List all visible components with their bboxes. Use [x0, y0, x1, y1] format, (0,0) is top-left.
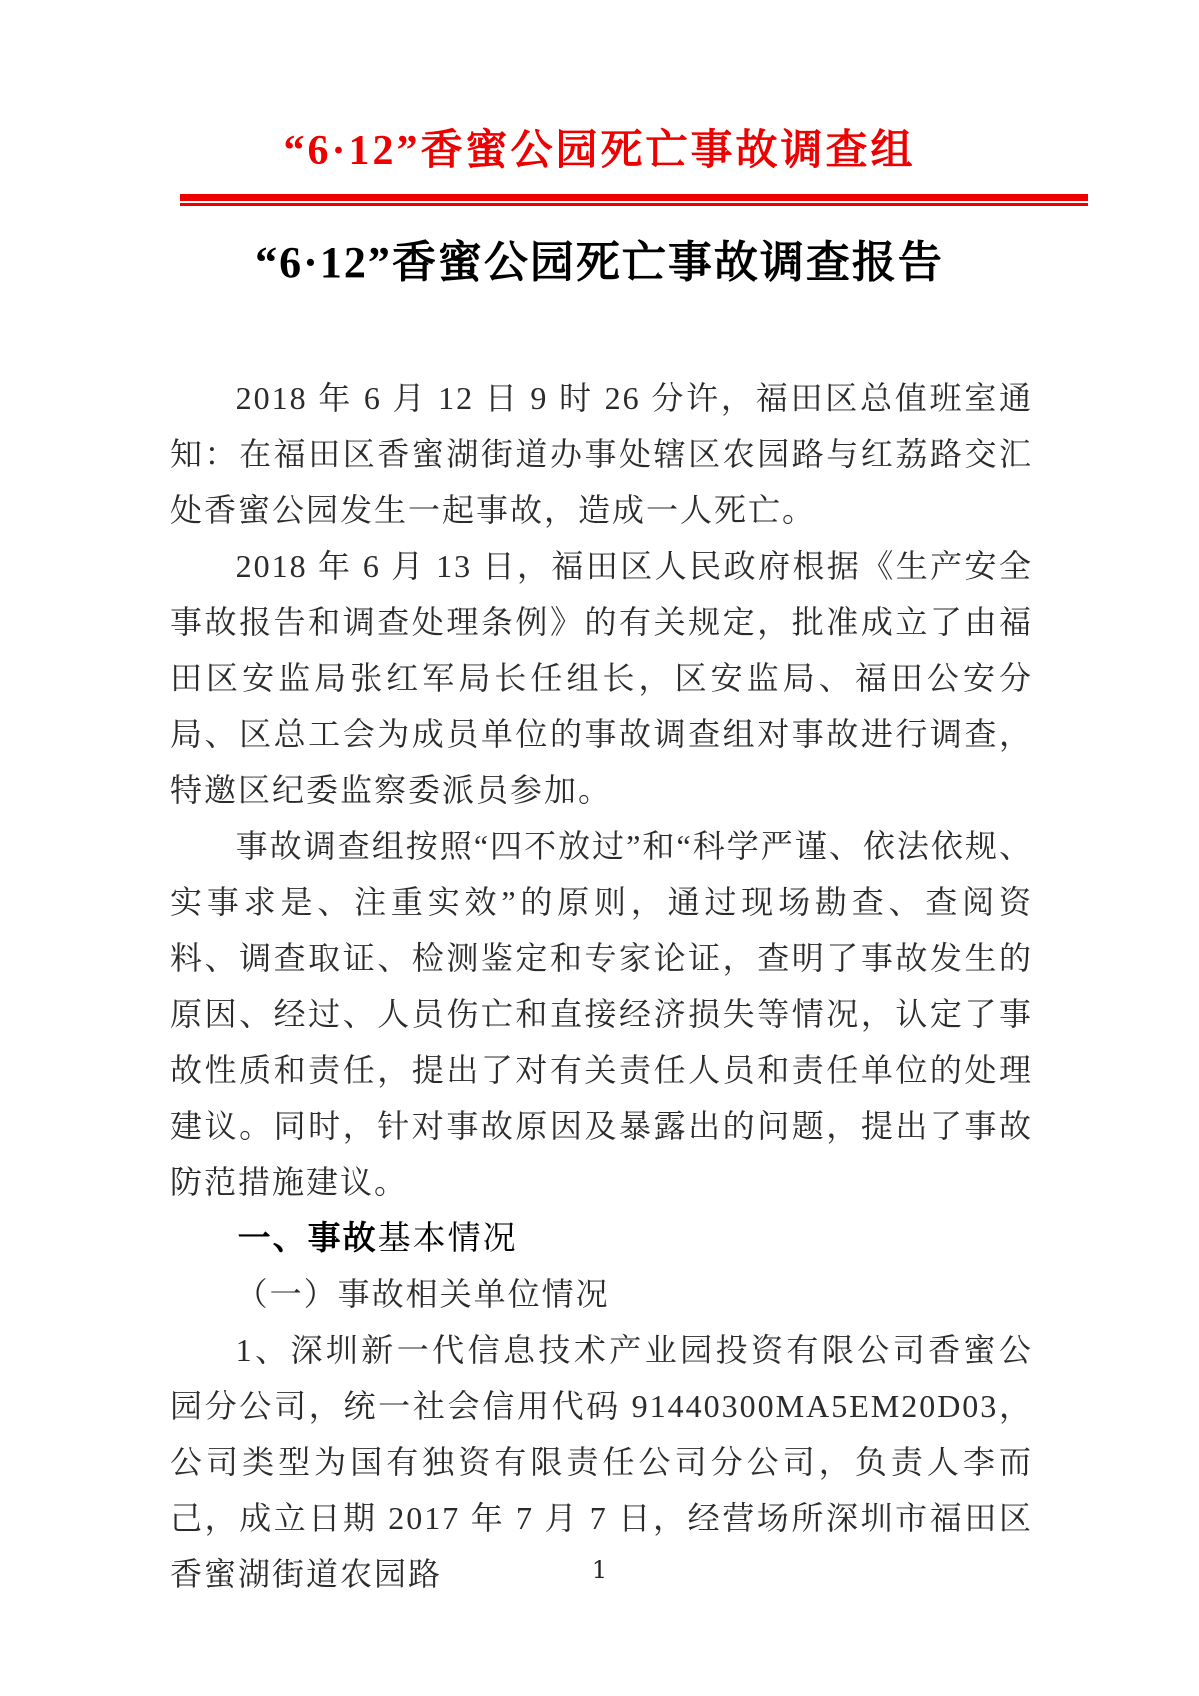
paragraph-incident-notice: 2018 年 6 月 12 日 9 时 26 分许，福田区总值班室通知：在福田区香蜜湖街道办事处辖区农园路与红荔路交汇处香蜜公园发生一起事故，造成一人死亡。 [170, 380, 1033, 528]
page-footer [0, 1556, 1199, 1584]
header-org-title: “6·12”香蜜公园死亡事故调查组 [283, 128, 916, 174]
header-rule-thick [180, 194, 1088, 201]
subsection-heading-related-units: （一）事故相关单位情况 [235, 1276, 610, 1312]
paragraph-investigation-team: 2018 年 6 月 13 日，福田区人民政府根据《生产安全事故报告和调查处理条例》的有关规定，批准成立了由福田区安监局张红军局长任组长，区安监局、福田公安分局、区总工会为成员单位的事故调查组对事故进行调查，特邀区纪委监察委派员参加。 [170, 548, 1033, 808]
paragraph-investigation-principles: 事故调查组按照“四不放过”和“科学严谨、依法依规、实事求是、注重实效”的原则，通过现场勘查、查阅资料、调查取证、检测鉴定和专家论证，查明了事故发生的原因、经过、人员伤亡和直接经济损失等情况，认定了事故性质和责任，提出了对有关责任人员和责任单位的处理建议。同时，针对事故原因及暴露出的问题，提出了事故防范措施建议。 [170, 828, 1033, 1200]
header-rule-thin [180, 203, 1088, 206]
report-title: “6·12”香蜜公园死亡事故调查报告 [255, 238, 944, 287]
section-heading-rest-part: 基本情况 [377, 1218, 518, 1257]
letterhead [0, 0, 1199, 206]
page-number: 1 [591, 1556, 608, 1584]
header-double-rule [180, 194, 1088, 206]
paragraph-company-info: 1、深圳新一代信息技术产业园投资有限公司香蜜公园分公司，统一社会信用代码 91440300MA5EM20D03，公司类型为国有独资有限责任公司分公司，负责人李而己，成立日期 2017 年 7 月 7 日，经营场所深圳市福田区香蜜湖街道农园路 [170, 1332, 1033, 1592]
section-heading-basic-situation [170, 1210, 1033, 1266]
section-heading-strong-part: 一、事故 [237, 1218, 378, 1257]
report-body [170, 370, 1033, 1602]
